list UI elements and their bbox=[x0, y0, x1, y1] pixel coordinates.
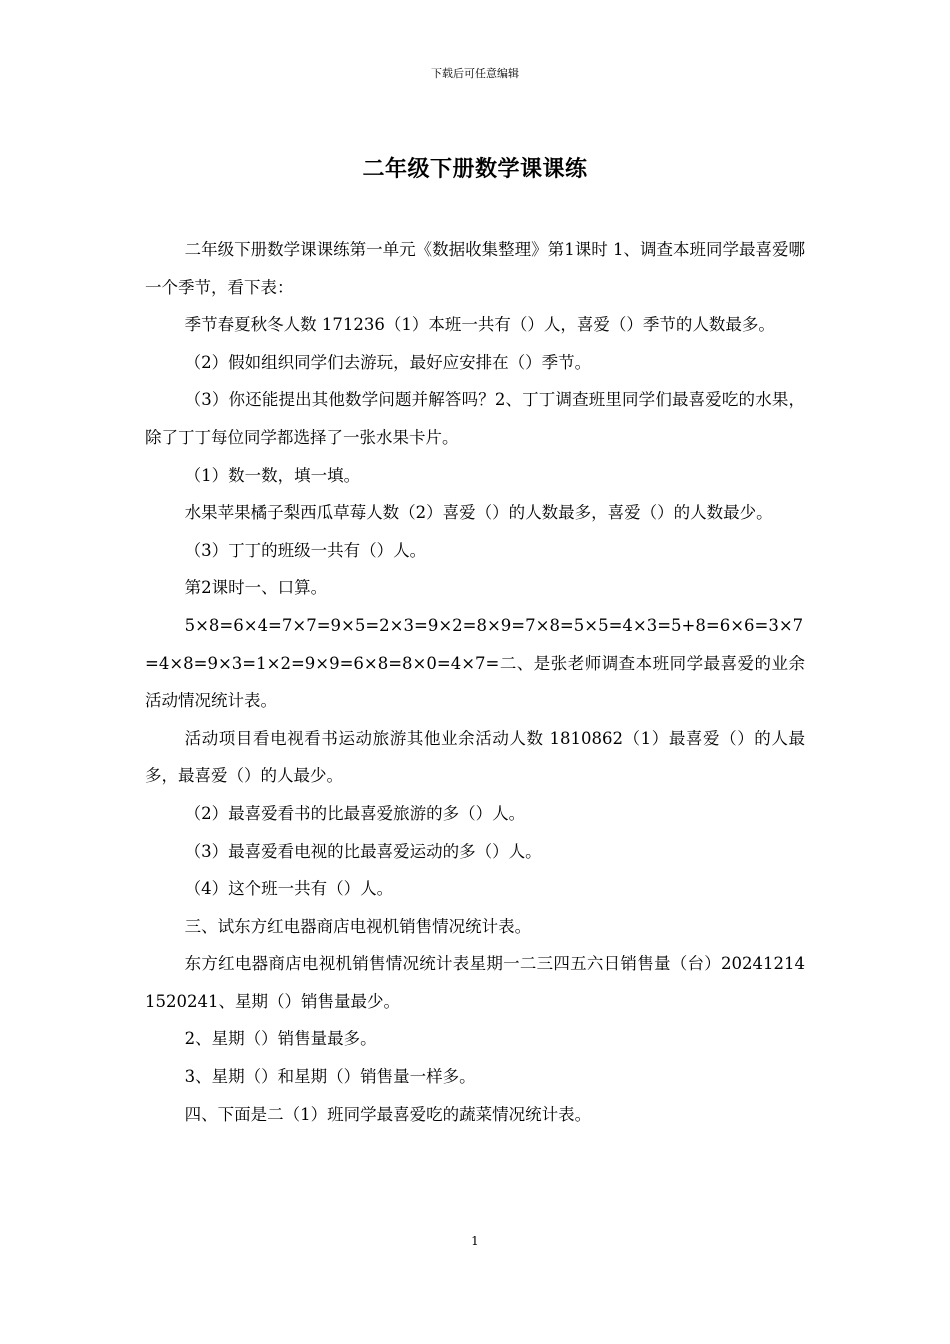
page-number: 1 bbox=[471, 1234, 479, 1248]
paragraph: （3）你还能提出其他数学问题并解答吗？2、丁丁调查班里同学们最喜爱吃的水果，除了丁丁每位同学都选择了一张水果卡片。 bbox=[145, 390, 805, 447]
paragraph: （4）这个班一共有（）人。 bbox=[184, 879, 394, 899]
paragraph: 二年级下册数学课课练第一单元《数据收集整理》第1课时 1、调查本班同学最喜爱哪一个季节，看下表： bbox=[145, 240, 805, 297]
paragraph: 三、试东方红电器商店电视机销售情况统计表。 bbox=[184, 916, 532, 936]
paragraph: 东方红电器商店电视机销售情况统计表星期一二三四五六日销售量（台）202412141520241、星期（）销售量最少。 bbox=[145, 954, 805, 1011]
document-body bbox=[145, 231, 805, 1133]
paragraph: 季节春夏秋冬人数 171236（1）本班一共有（）人，喜爱（）季节的人数最多。 bbox=[184, 315, 775, 335]
paragraph: （2）假如组织同学们去游玩，最好应安排在（）季节。 bbox=[184, 352, 592, 372]
paragraph: （3）最喜爱看电视的比最喜爱运动的多（）人。 bbox=[184, 841, 542, 861]
paragraph: （3）丁丁的班级一共有（）人。 bbox=[184, 540, 427, 560]
paragraph: 3、星期（）和星期（）销售量一样多。 bbox=[184, 1067, 476, 1087]
paragraph: 水果苹果橘子梨西瓜草莓人数（2）喜爱（）的人数最多，喜爱（）的人数最少。 bbox=[184, 503, 773, 523]
page-header-note: 下载后可任意编辑 bbox=[431, 67, 519, 80]
paragraph: （1）数一数，填一填。 bbox=[184, 465, 361, 485]
paragraph: 第2课时一、口算。 bbox=[184, 578, 328, 598]
paragraph: （2）最喜爱看书的比最喜爱旅游的多（）人。 bbox=[184, 803, 526, 823]
paragraph: 5×8=6×4=7×7=9×5=2×3=9×2=8×9=7×8=5×5=4×3=5+8=6×6=3×7=4×8=9×3=1×2=9×9=6×8=8×0=4×7=二、是张老师调查本班同学最喜爱的业余活动情况统计表。 bbox=[145, 615, 805, 711]
paragraph: 2、星期（）销售量最多。 bbox=[184, 1029, 377, 1049]
paragraph: 活动项目看电视看书运动旅游其他业余活动人数 1810862（1）最喜爱（）的人最多，最喜爱（）的人最少。 bbox=[145, 728, 805, 786]
document-title: 二年级下册数学课课练 bbox=[362, 156, 588, 182]
paragraph: 四、下面是二（1）班同学最喜爱吃的蔬菜情况统计表。 bbox=[184, 1104, 592, 1124]
